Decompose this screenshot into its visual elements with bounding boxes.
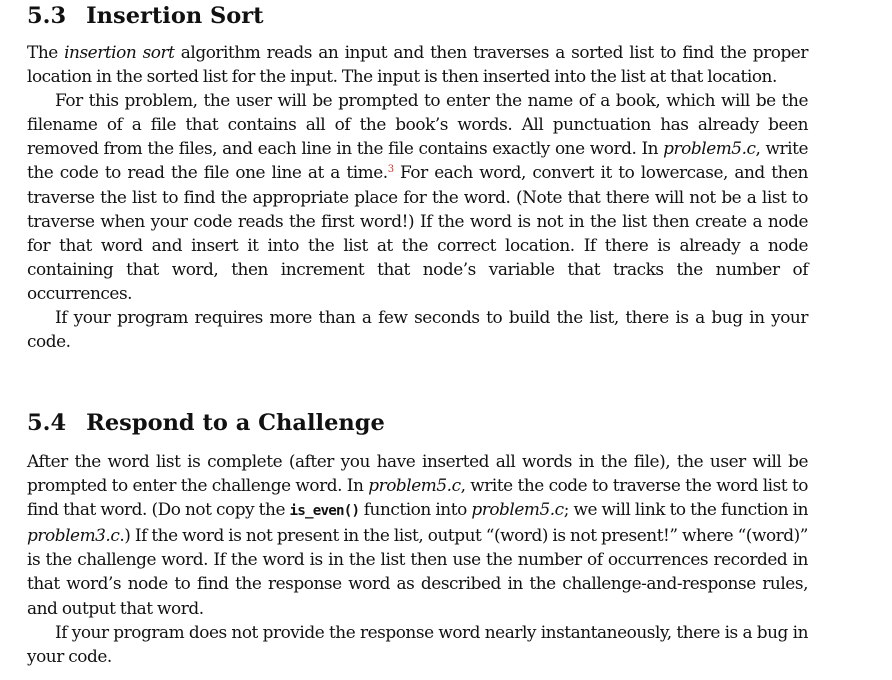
paragraph: If your program does not provide the response word nearly instantaneously, there is a bug in your code. bbox=[27, 621, 808, 666]
section-title: Respond to a Challenge bbox=[86, 410, 385, 436]
section-heading bbox=[27, 408, 385, 438]
text-run: For this problem, the user will be prompted to enter the name of a book, which will be the filename of a file that contains all of the book’s words. All punctuation has already been removed from the files, and each line in the file contains exactly one word. In bbox=[27, 90, 808, 159]
filename: problem3.c bbox=[27, 525, 120, 546]
text-run: .) If the word is not present in the list, output “(word) is not present!” where “(word)” is the challenge word. If the word is in the list then use the number of occurrences recorded in that word’s node to find the response word as described in the challenge-and-response rules, and output that word. bbox=[27, 525, 808, 618]
emphasis-term: insertion sort bbox=[64, 42, 175, 62]
text-run: function into bbox=[359, 499, 472, 520]
text-run: The bbox=[27, 42, 65, 62]
section-number: 5.3 bbox=[27, 3, 67, 29]
section-body bbox=[27, 40, 808, 353]
footnote-link[interactable]: 3 bbox=[387, 164, 394, 176]
text-run: After the word list is complete (after you have inserted all words in the file), the user will be prompted to enter the challenge word. In bbox=[27, 451, 808, 496]
text-run: , write the code to read the file one line at a time. bbox=[27, 138, 808, 183]
section-body bbox=[27, 449, 808, 668]
paragraph bbox=[27, 88, 808, 305]
code-snippet: is_even() bbox=[289, 503, 360, 520]
paragraph: If your program requires more than a few seconds to build the list, there is a bug in your code. bbox=[27, 307, 808, 352]
text-run: , write the code to traverse the word list to find that word. (Do not copy the bbox=[27, 475, 809, 520]
text-run: For each word, convert it to lowercase, and then traverse the list to find the appropriate place for the word. (Note that there will not be a list to traverse when your code reads the first word!) If the word is not in the list then create a node for that word and insert it into the list at the correct location. If there is already a node containing that word, then increment that node’s variable that tracks the number of occurrences. bbox=[27, 162, 808, 303]
text-run: ; we will link to the function in bbox=[563, 499, 808, 520]
section-title: Insertion Sort bbox=[86, 3, 264, 29]
section-heading bbox=[27, 1, 264, 31]
filename: problem5.c bbox=[368, 475, 461, 496]
paragraph bbox=[27, 40, 808, 88]
filename: problem5.c bbox=[663, 138, 756, 159]
text-run: algorithm reads an input and then traverses a sorted list to find the proper location in the sorted list for the input. The input is then inserted into the list at that location. bbox=[27, 42, 808, 87]
section-number: 5.4 bbox=[27, 410, 67, 436]
paragraph bbox=[27, 449, 808, 620]
filename: problem5.c bbox=[471, 499, 564, 520]
